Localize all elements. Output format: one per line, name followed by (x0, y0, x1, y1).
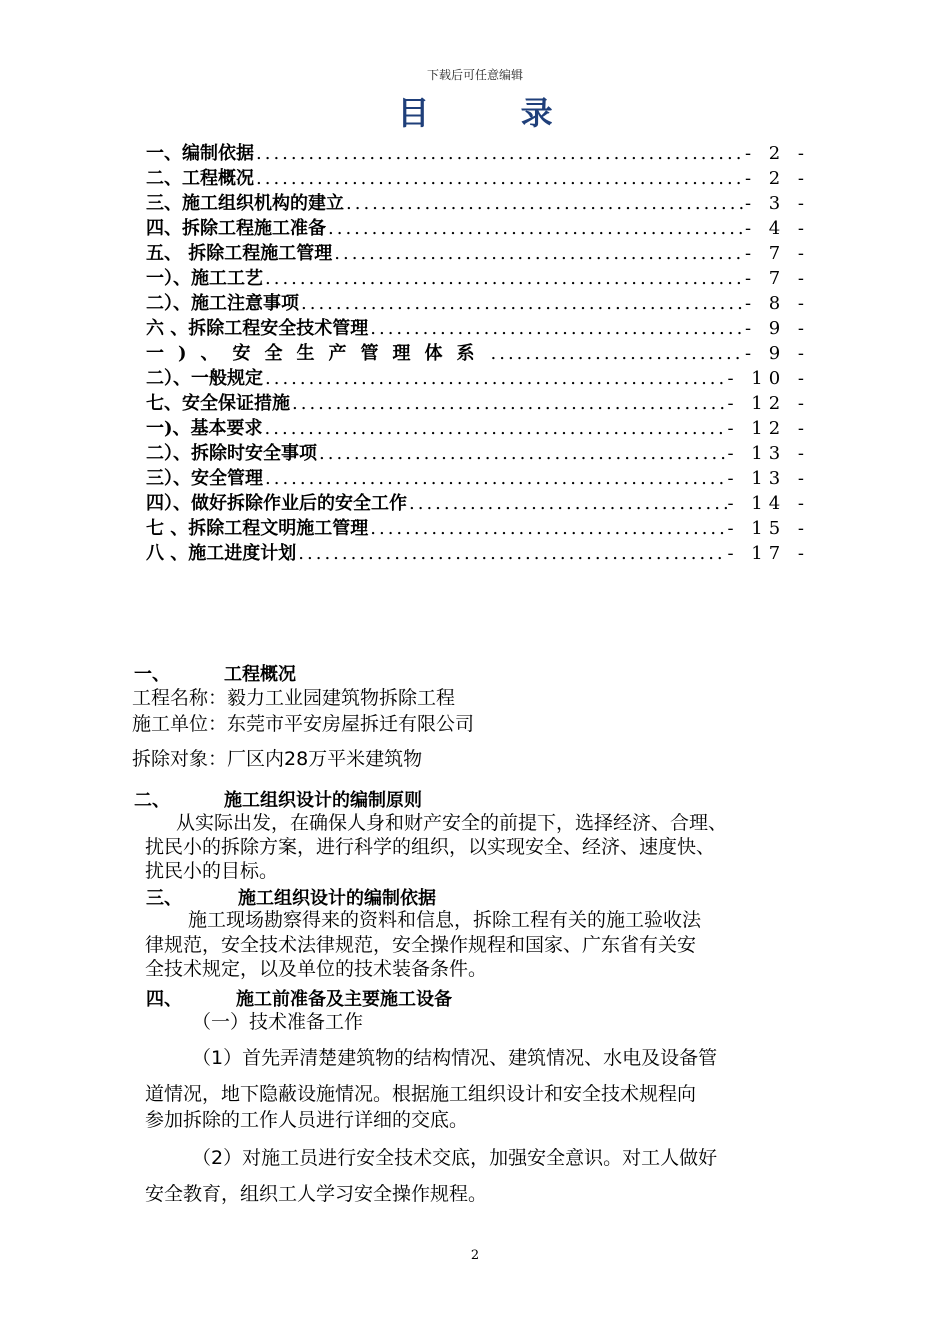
toc-entry-label: 一)、安全生产管理体系 (146, 343, 489, 364)
toc-entry-label: 一、编制依据 (146, 143, 254, 164)
toc-entry[interactable] (146, 339, 810, 364)
toc-entry-page: - 13 - (727, 468, 810, 489)
toc-entry-label: 二、工程概况 (146, 168, 254, 189)
toc-entry-page: - 14 - (727, 493, 810, 514)
toc-leader-dots (407, 493, 727, 514)
toc-entry[interactable] (146, 539, 810, 564)
toc-leader-dots (254, 143, 745, 164)
toc-entry-page: - 12 - (727, 393, 810, 414)
toc-entry-page: - 4 - (744, 218, 810, 239)
toc-leader-dots (254, 168, 745, 189)
item1-line: 参加拆除的工作人员进行详细的交底。 (145, 1109, 469, 1131)
toc-entry-page: - 13 - (727, 443, 810, 464)
toc-leader-dots (263, 268, 745, 289)
toc-leader-dots (489, 343, 745, 364)
toc-entry-label: 七、安全保证措施 (146, 393, 290, 414)
toc-entry[interactable] (146, 389, 810, 414)
toc-leader-dots (296, 543, 727, 564)
toc-entry-page: - 2 - (744, 168, 810, 189)
project-name: 工程名称：毅力工业园建筑物拆除工程 (132, 687, 456, 709)
toc-entry-label: 二）、拆除时安全事项 (146, 443, 317, 464)
toc-entry-label: 八 、施工进度计划 (146, 543, 297, 564)
toc-leader-dots (290, 393, 727, 414)
toc-entry-page: - 3 - (744, 193, 810, 214)
toc-entry-label: 四、拆除工程施工准备 (146, 218, 326, 239)
toc-entry[interactable] (146, 289, 810, 314)
section-heading-1: 一、 工程概况 (134, 664, 296, 685)
toc-entry-label: 七 、拆除工程文明施工管理 (146, 518, 369, 539)
toc-entry[interactable] (146, 239, 810, 264)
toc-entry[interactable] (146, 514, 810, 539)
toc-leader-dots (368, 318, 745, 339)
toc-leader-dots (317, 443, 727, 464)
toc-entry[interactable] (146, 189, 810, 214)
toc-entry[interactable] (146, 214, 810, 239)
toc-leader-dots (263, 368, 727, 389)
header-note: 下载后可任意编辑 (426, 68, 523, 82)
section2-line: 扰民小的拆除方案，进行科学的组织，以实现安全、经济、速度快、 (145, 836, 716, 858)
item1-line: 道情况，地下隐蔽设施情况。根据施工组织设计和安全技术规程向 (145, 1083, 697, 1105)
section3-line: 全技术规定，以及单位的技术装备条件。 (145, 958, 488, 980)
section-heading-4: 四、 施工前准备及主要施工设备 (146, 989, 452, 1010)
toc-entry[interactable] (146, 464, 810, 489)
toc-leader-dots (332, 243, 745, 264)
toc-entry[interactable] (146, 439, 810, 464)
toc-entry-page: - 8 - (744, 293, 810, 314)
toc-entry-label: 四）、做好拆除作业后的安全工作 (146, 493, 407, 514)
page-number: 2 (470, 1248, 480, 1263)
toc-entry[interactable] (146, 314, 810, 339)
toc-leader-dots (326, 218, 745, 239)
toc-entry-page: - 2 - (744, 143, 810, 164)
toc-leader-dots (368, 518, 727, 539)
section-heading-2: 二、 施工组织设计的编制原则 (134, 790, 422, 811)
toc-entry[interactable] (146, 264, 810, 289)
table-of-contents (146, 139, 810, 564)
toc-entry[interactable] (146, 364, 810, 389)
toc-entry-page: - 7 - (744, 268, 810, 289)
toc-entry-label: 五、 拆除工程施工管理 (146, 243, 333, 264)
subsection-heading: （一）技术准备工作 (192, 1011, 364, 1033)
toc-leader-dots (344, 193, 745, 214)
toc-entry-label: 二）、一般规定 (146, 368, 263, 389)
toc-entry[interactable] (146, 489, 810, 514)
toc-entry-label: 六 、拆除工程安全技术管理 (146, 318, 369, 339)
toc-entry-page: - 17 - (727, 543, 810, 564)
toc-entry-page: - 9 - (744, 318, 810, 339)
toc-entry-label: 二）、施工注意事项 (146, 293, 299, 314)
toc-entry-label: 一)、基本要求 (146, 418, 263, 439)
toc-entry[interactable] (146, 139, 810, 164)
toc-entry-label: 三）、安全管理 (146, 468, 263, 489)
toc-entry-page: - 12 - (727, 418, 810, 439)
demolition-object: 拆除对象：厂区内28万平米建筑物 (132, 748, 423, 770)
toc-entry-page: - 15 - (727, 518, 810, 539)
item2-line: 安全教育，组织工人学习安全操作规程。 (145, 1183, 488, 1205)
toc-entry-page: - 7 - (744, 243, 810, 264)
toc-entry-page: - 9 - (744, 343, 810, 364)
toc-entry-label: 一）、施工工艺 (146, 268, 263, 289)
section3-line: 律规范，安全技术法律规范，安全操作规程和国家、广东省有关安 (145, 934, 697, 956)
toc-entry[interactable] (146, 414, 810, 439)
contractor: 施工单位：东莞市平安房屋拆迁有限公司 (132, 713, 475, 735)
toc-entry[interactable] (146, 164, 810, 189)
toc-leader-dots (263, 468, 727, 489)
toc-leader-dots (263, 418, 728, 439)
toc-title: 目 录 (397, 94, 593, 132)
section2-line: 从实际出发，在确保人身和财产安全的前提下，选择经济、合理、 (176, 812, 728, 834)
toc-entry-label: 三、施工组织机构的建立 (146, 193, 344, 214)
section3-line: 施工现场勘察得来的资料和信息，拆除工程有关的施工验收法 (188, 909, 702, 931)
toc-leader-dots (299, 293, 745, 314)
section2-line: 扰民小的目标。 (145, 860, 279, 882)
section-heading-3: 三、 施工组织设计的编制依据 (146, 888, 436, 909)
toc-entry-page: - 10 - (727, 368, 810, 389)
item1-line: （1）首先弄清楚建筑物的结构情况、建筑情况、水电及设备管 (192, 1047, 718, 1069)
item2-line: （2）对施工员进行安全技术交底，加强安全意识。对工人做好 (192, 1147, 718, 1169)
